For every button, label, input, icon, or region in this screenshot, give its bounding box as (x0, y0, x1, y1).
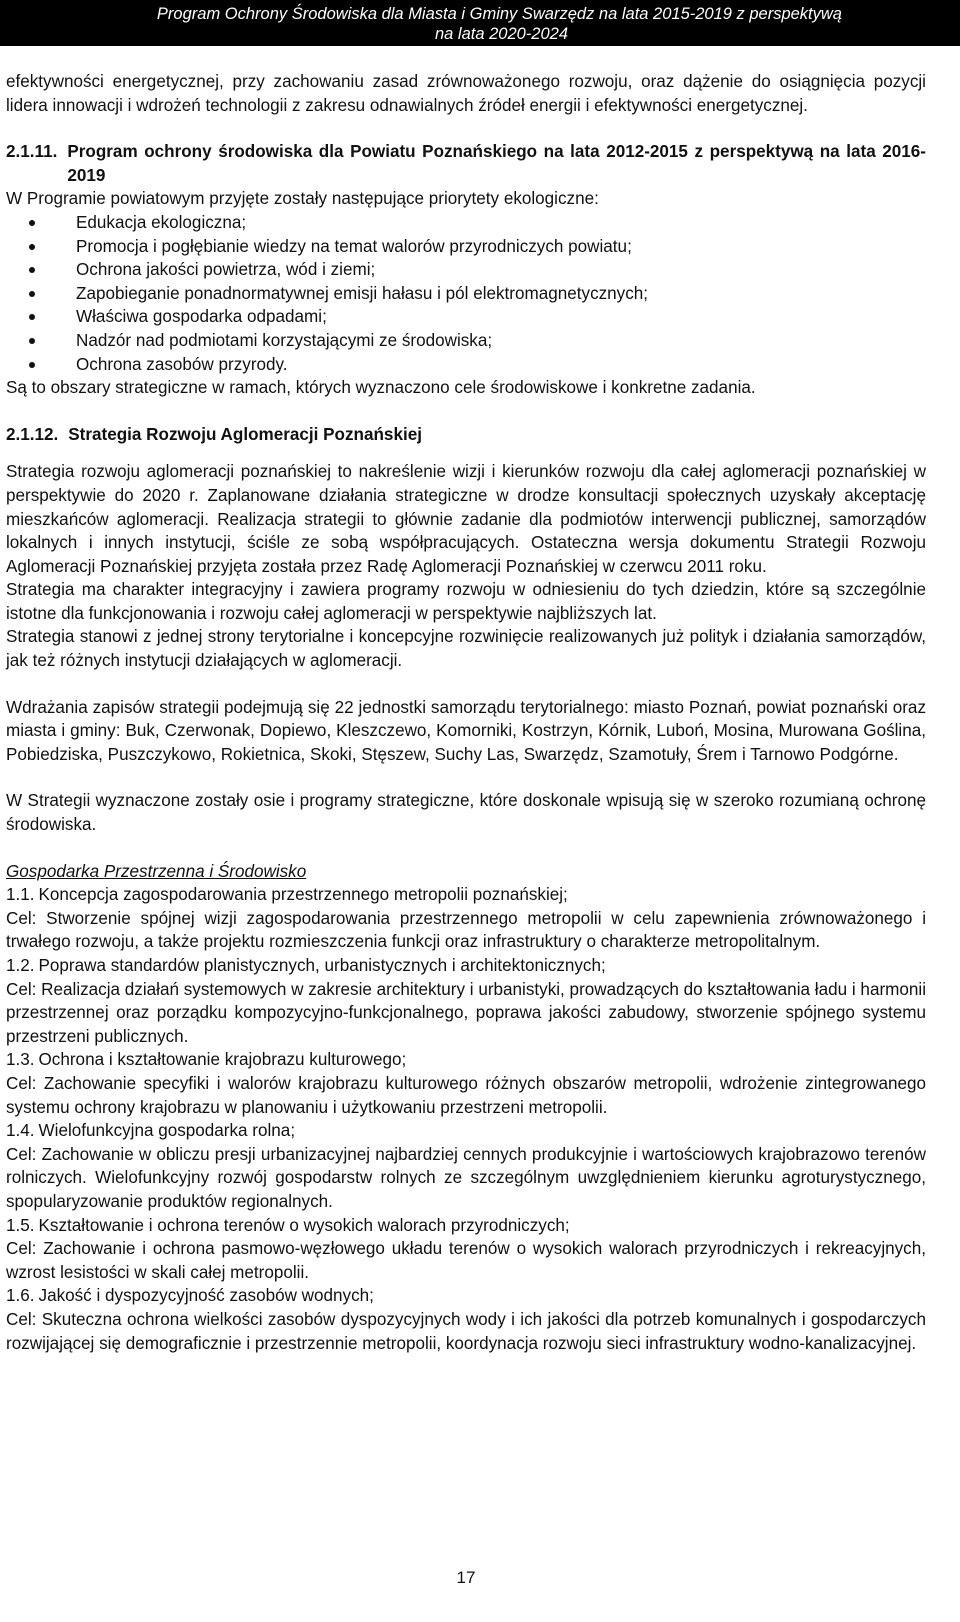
program-item (6, 883, 926, 954)
strategy-paragraph: Strategia rozwoju aglomeracji poznańskiej to nakreślenie wizji i kierunków rozwoju dla całej aglomeracji poznańskiej w perspektywie do 2020 r. Zaplanowane działania strategiczne w drodze konsultacji społecznych uzyskały akceptację mieszkańców aglomeracji. Realizacja strategii to głównie zadanie dla podmiotów interwencji publicznej, samorządów lokalnych i innych instytucji, ściśle ze sobą współpracujących. Ostateczna wersja dokumentu Strategii Rozwoju Aglomeracji Poznańskiej przyjęta została przez Radę Aglomeracji Poznańskiej w czerwcu 2011 roku. (6, 462, 926, 576)
item-name: Jakość i dyspozycyjność zasobów wodnych; (38, 1286, 374, 1306)
item-goal: Cel: Zachowanie w obliczu presji urbanizacyjnej najbardziej cennych produkcyjnie i wartościowych krajobrazowo terenów rolniczych. Wielofunkcyjny rozwój gospodarstw rolnych ze szczególnym uwzględnieniem kierunku agroturystycznego, spopularyzowanie produktów regionalnych. (6, 1144, 926, 1211)
strategy-paragraph: W Strategii wyznaczone zostały osie i programy strategiczne, które doskonale wpisują się w szeroko rozumianą ochronę środowiska. (6, 791, 926, 835)
intro-paragraph: efektywności energetycznej, przy zachowaniu zasad zrównoważonego rozwoju, oraz dążenie do osiągnięcia pozycji lidera innowacji i wdrożeń technologii z zakresu odnawialnych źródeł energii i efektywności energetycznej. (6, 72, 926, 115)
list-item: Zapobieganie ponadnormatywnej emisji hałasu i pól elektromagnetycznych; (6, 282, 926, 306)
program-item (6, 1048, 926, 1119)
strategy-paragraph: Strategia ma charakter integracyjny i zawiera programy rozwoju w odniesieniu do tych dziedzin, które są szczególnie istotne dla funkcjonowania i rozwoju całej aglomeracji w perspektywie najbliższych lat. (6, 580, 926, 623)
program-item (6, 1119, 926, 1213)
section-title: Strategia Rozwoju Aglomeracji Poznańskiej (68, 424, 422, 444)
list-item: Właściwa gospodarka odpadami; (6, 305, 926, 329)
section-title: Program ochrony środowiska dla Powiatu Poznańskiego na lata 2012-2015 z perspektywą na lata 2016-2019 (67, 142, 926, 185)
list-item: Ochrona jakości powietrza, wód i ziemi; (6, 258, 926, 282)
section-number: 2.1.12. (6, 424, 59, 444)
item-number: 1.5. (6, 1215, 35, 1235)
list-item: Promocja i pogłębianie wiedzy na temat walorów przyrodniczych powiatu; (6, 235, 926, 259)
list-item: Edukacja ekologiczna; (6, 211, 926, 235)
strategy-paragraph: Wdrażania zapisów strategii podejmują się 22 jednostki samorządu terytorialnego: miasto Poznań, powiat poznański oraz miasta i gminy: Buk, Czerwonak, Dopiewo, Kleszczewo, Komorniki, Kostrzyn, Kórnik, Luboń, Mosina, Murowana Goślina, Pobiedziska, Puszczykowo, Rokietnica, Skoki, Stęszew, Suchy Las, Swarzędz, Szamotuły, Śrem i Tarnowo Podgórne. (6, 697, 926, 764)
priorities-list (6, 211, 926, 376)
item-number: 1.3. (6, 1050, 35, 1070)
item-goal: Cel: Zachowanie i ochrona pasmowo-węzłowego układu terenów o wysokich walorach przyrodniczych i rekreacyjnych, wzrost lesistości w skali całej metropolii. (6, 1239, 926, 1282)
priorities-closing: Są to obszary strategiczne w ramach, których wyznaczono cele środowiskowe i konkretne zadania. (6, 378, 756, 398)
item-number: 1.2. (6, 956, 35, 975)
item-name: Kształtowanie i ochrona terenów o wysokich walorach przyrodniczych; (38, 1215, 570, 1235)
item-goal: Cel: Skuteczna ochrona wielkości zasobów dyspozycyjnych wody i ich jakości dla potrzeb komunalnych i gospodarczych rozwijającej się demograficznie i przestrzennie metropolii, koordynacja rozwoju sieci infrastruktury wodno-kanalizacyjnej. (6, 1309, 926, 1353)
program-item (6, 1284, 926, 1355)
item-goal: Cel: Realizacja działań systemowych w zakresie architektury i urbanistyki, prowadzących do kształtowania ładu i harmonii przestrzennej oraz porządku kompozycyjno-funkcjonalnego, poprawa jakości zabudowy, stworzenie spójnego systemu przestrzeni publicznych. (6, 979, 926, 1046)
item-name: Wielofunkcyjna gospodarka rolna; (38, 1121, 296, 1141)
item-name: Poprawa standardów planistycznych, urbanistycznych i architektonicznych; (38, 956, 606, 975)
item-number: 1.6. (6, 1286, 35, 1306)
list-item: Nadzór nad podmiotami korzystającymi ze środowiska; (6, 329, 926, 353)
document-body (6, 70, 926, 1355)
program-item (6, 954, 926, 1048)
strategy-paragraph: Strategia stanowi z jednej strony terytorialne i koncepcyjne rozwinięcie realizowanych już polityk i działania samorządów, jak też różnych instytucji działających w aglomeracji. (6, 627, 926, 671)
item-goal: Cel: Stworzenie spójnej wizji zagospodarowania przestrzennego metropolii w celu zapewnienia zrównoważonego i trwałego rozwoju, a także projektu rozmieszczenia funkcji oraz infrastruktury o charakterze metropolitalnym. (6, 908, 926, 952)
section-number: 2.1.11. (6, 142, 58, 162)
program-item (6, 1214, 926, 1285)
item-number: 1.1. (6, 885, 35, 905)
item-number: 1.4. (6, 1121, 35, 1141)
subsection-title: Gospodarka Przestrzenna i Środowisko (6, 861, 307, 881)
priorities-lead: W Programie powiatowym przyjęte zostały następujące priorytety ekologiczne: (6, 189, 599, 209)
page-header (0, 0, 960, 46)
section-heading-2-1-11 (6, 140, 926, 187)
header-title-line2: na lata 2020-2024 (434, 25, 568, 43)
section-heading-2-1-12 (6, 423, 926, 447)
list-item: Ochrona zasobów przyrody. (6, 353, 926, 377)
page-number: 17 (456, 1568, 476, 1587)
header-title-line1: Program Ochrony Środowiska dla Miasta i Gminy Swarzędz na lata 2015-2019 z perspektywą (156, 5, 842, 23)
item-name: Ochrona i kształtowanie krajobrazu kulturowego; (38, 1050, 407, 1070)
item-name: Koncepcja zagospodarowania przestrzennego metropolii poznańskiej; (38, 885, 568, 905)
item-goal: Cel: Zachowanie specyfiki i walorów krajobrazu kulturowego różnych obszarów metropolii, wdrożenie zintegrowanego systemu ochrony krajobrazu w planowaniu i użytkowaniu przestrzeni metropolii. (6, 1073, 926, 1117)
